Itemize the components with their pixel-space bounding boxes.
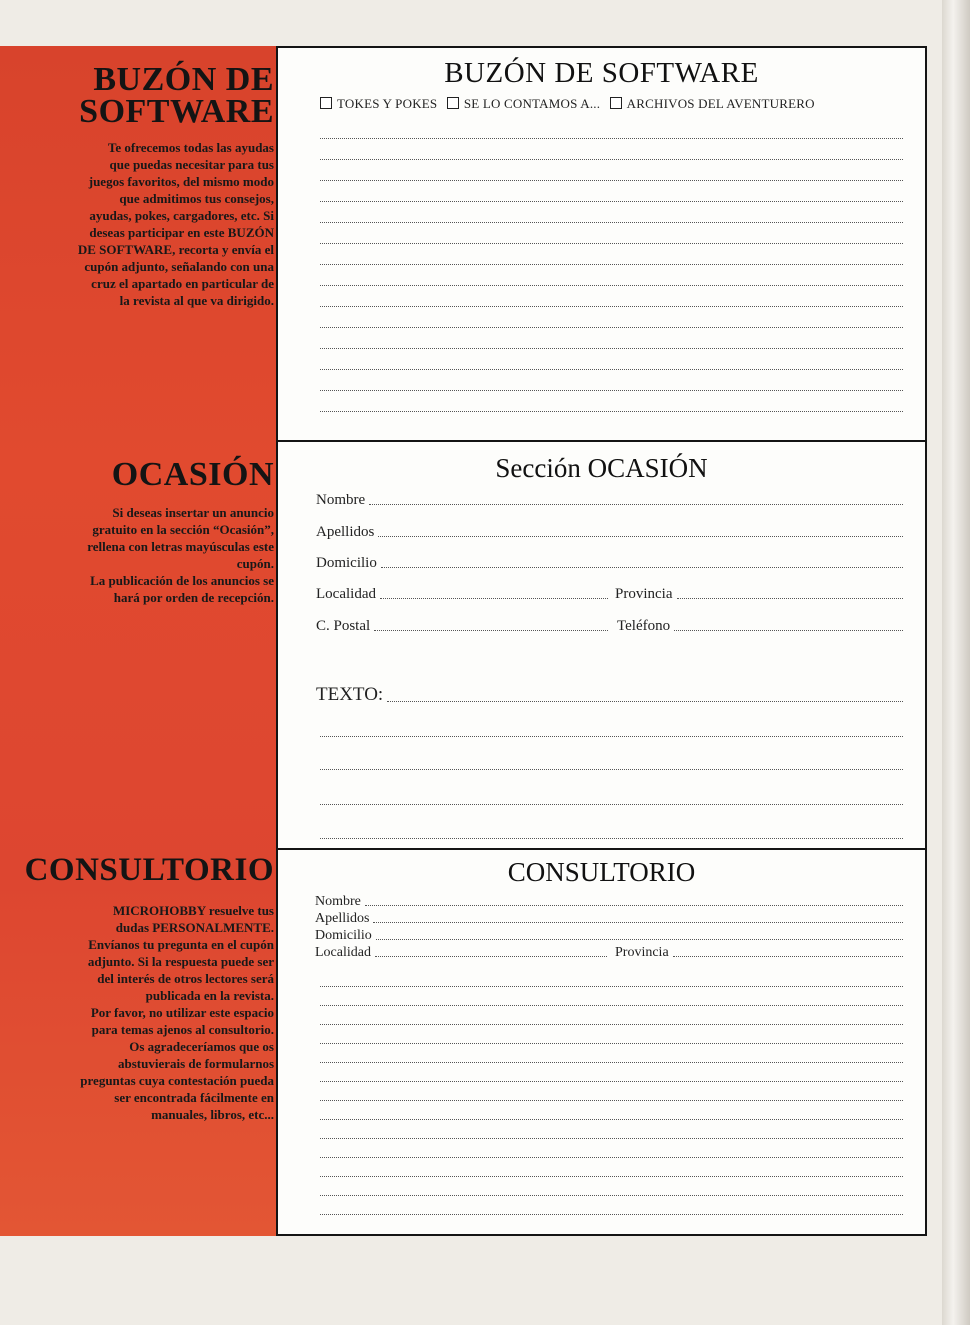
- localidad-label: Localidad: [316, 586, 376, 602]
- write-line[interactable]: [320, 1176, 903, 1177]
- write-line[interactable]: [374, 630, 608, 631]
- consultorio-side-line: MICROHOBBY resuelve tus: [112, 903, 274, 918]
- consultorio-side-line: Os agradeceríamos que os: [129, 1039, 274, 1054]
- write-line[interactable]: [674, 630, 903, 631]
- write-line[interactable]: [375, 956, 607, 957]
- provincia-label: Provincia: [615, 586, 673, 602]
- write-line[interactable]: [320, 1157, 903, 1158]
- write-line[interactable]: [376, 939, 903, 940]
- consultorio-side-line: publicada en la revista.: [145, 988, 274, 1003]
- option-tokes-y-pokes[interactable]: [320, 96, 437, 112]
- write-line[interactable]: [320, 390, 903, 391]
- consultorio-side-line: preguntas cuya contestación pueda: [80, 1073, 274, 1088]
- domicilio-field[interactable]: [315, 928, 903, 944]
- page-edge: [942, 0, 970, 1325]
- write-line[interactable]: [320, 1119, 903, 1120]
- c-postal-field[interactable]: [316, 618, 608, 635]
- write-line[interactable]: [320, 369, 903, 370]
- buzon-side-line: DE SOFTWARE, recorta y envía el: [77, 242, 274, 257]
- buzon-side-heading-line-2: SOFTWARE: [79, 93, 274, 130]
- buzon-side-heading: [79, 61, 274, 130]
- ocasion-side-heading: OCASIÓN: [111, 456, 274, 493]
- provincia-field[interactable]: [615, 945, 903, 961]
- write-line[interactable]: [387, 701, 903, 702]
- option-archivos-aventurero[interactable]: [610, 96, 815, 112]
- consultorio-side-line: del interés de otros lectores será: [97, 971, 274, 986]
- write-line[interactable]: [320, 1043, 903, 1044]
- option-label: ARCHIVOS DEL AVENTURERO: [626, 96, 815, 111]
- write-line[interactable]: [673, 956, 903, 957]
- domicilio-label: Domicilio: [316, 555, 377, 571]
- write-line[interactable]: [320, 1214, 903, 1215]
- buzon-side-line: que admitimos tus consejos,: [119, 191, 274, 206]
- consultorio-side-line: Envíanos tu pregunta en el cupón: [88, 937, 274, 952]
- consultorio-side-line: adjunto. Si la respuesta puede ser: [87, 954, 274, 969]
- buzon-side-line: ayudas, pokes, cargadores, etc. Si: [89, 208, 274, 223]
- write-line[interactable]: [320, 159, 903, 160]
- buzon-form: [276, 46, 927, 442]
- nombre-label: Nombre: [316, 492, 366, 508]
- write-line[interactable]: [320, 736, 903, 737]
- telefono-label: Teléfono: [617, 618, 671, 634]
- ocasion-form: [276, 440, 927, 850]
- ocasion-side-line: La publicación de los anuncios se: [90, 573, 274, 588]
- apellidos-field[interactable]: [315, 911, 903, 927]
- write-line[interactable]: [320, 1195, 903, 1196]
- texto-field[interactable]: [316, 684, 903, 706]
- write-line[interactable]: [320, 1024, 903, 1025]
- buzon-option-row: [320, 96, 915, 112]
- write-line[interactable]: [320, 138, 903, 139]
- write-line[interactable]: [320, 306, 903, 307]
- buzon-side-line: juegos favoritos, del mismo modo: [88, 174, 274, 189]
- nombre-field[interactable]: [316, 492, 903, 509]
- ocasion-side-text: [87, 504, 274, 606]
- domicilio-label: Domicilio: [315, 928, 372, 943]
- option-label: TOKES Y POKES: [337, 96, 438, 111]
- buzon-side-heading-line-1: BUZÓN DE: [93, 61, 274, 98]
- write-line[interactable]: [320, 327, 903, 328]
- buzon-side-line: cupón adjunto, señalando con una: [84, 259, 274, 274]
- write-line[interactable]: [365, 905, 903, 906]
- nombre-label: Nombre: [315, 894, 361, 909]
- consultorio-side-line: ser encontrada fácilmente en: [114, 1090, 274, 1105]
- apellidos-label: Apellidos: [315, 911, 370, 926]
- write-line[interactable]: [381, 567, 903, 568]
- write-line[interactable]: [320, 201, 903, 202]
- write-line[interactable]: [320, 285, 903, 286]
- write-line[interactable]: [320, 243, 903, 244]
- localidad-field[interactable]: [315, 945, 607, 961]
- write-line[interactable]: [677, 598, 904, 599]
- write-line[interactable]: [320, 180, 903, 181]
- apellidos-field[interactable]: [316, 524, 903, 541]
- buzon-side-line: Te ofrecemos todas las ayudas: [107, 140, 274, 155]
- option-se-lo-contamos[interactable]: [447, 96, 600, 112]
- provincia-label: Provincia: [615, 945, 669, 960]
- buzon-side-text: [78, 139, 274, 309]
- buzon-form-title: BUZÓN DE SOFTWARE: [444, 57, 759, 89]
- write-line[interactable]: [320, 838, 903, 839]
- ocasion-side-line: Si deseas insertar un anuncio: [112, 505, 274, 520]
- option-label: SE LO CONTAMOS A...: [463, 96, 601, 111]
- checkbox[interactable]: [447, 97, 459, 109]
- write-line[interactable]: [320, 264, 903, 265]
- consultorio-side-line: para temas ajenos al consultorio.: [91, 1022, 274, 1037]
- texto-label: TEXTO:: [316, 684, 384, 705]
- localidad-field[interactable]: [316, 586, 608, 603]
- domicilio-field[interactable]: [316, 555, 903, 572]
- localidad-label: Localidad: [315, 945, 371, 960]
- consultorio-form-title: CONSULTORIO: [507, 857, 696, 887]
- write-line[interactable]: [320, 1062, 903, 1063]
- write-line[interactable]: [320, 222, 903, 223]
- apellidos-label: Apellidos: [316, 524, 375, 540]
- consultorio-side-text: [80, 902, 274, 1123]
- checkbox[interactable]: [610, 97, 622, 109]
- consultorio-side-line: dudas PERSONALMENTE.: [115, 920, 274, 935]
- telefono-field[interactable]: [617, 618, 903, 635]
- write-line[interactable]: [320, 1138, 903, 1139]
- buzon-side-line: cruz el apartado en particular de: [91, 276, 274, 291]
- checkbox[interactable]: [320, 97, 332, 109]
- write-line[interactable]: [373, 922, 903, 923]
- ocasion-form-title: Sección OCASIÓN: [495, 453, 708, 483]
- ocasion-side-line: cupón.: [236, 556, 274, 571]
- write-line[interactable]: [320, 1100, 903, 1101]
- write-line[interactable]: [320, 348, 903, 349]
- ocasion-side-line: rellena con letras mayúsculas este: [87, 539, 274, 554]
- consultorio-side-heading: CONSULTORIO: [24, 852, 274, 888]
- c-postal-label: C. Postal: [316, 618, 371, 634]
- write-line[interactable]: [380, 598, 608, 599]
- consultorio-form: [276, 848, 927, 1236]
- provincia-field[interactable]: [615, 586, 903, 603]
- consultorio-side-line: manuales, libros, etc...: [151, 1107, 274, 1122]
- nombre-field[interactable]: [315, 894, 903, 910]
- write-line[interactable]: [378, 536, 903, 537]
- consultorio-side-line: abstuvierais de formularnos: [118, 1056, 274, 1071]
- write-line[interactable]: [320, 1081, 903, 1082]
- write-line[interactable]: [320, 986, 903, 987]
- write-line[interactable]: [320, 411, 903, 412]
- buzon-side-line: la revista al que va dirigido.: [119, 293, 274, 308]
- write-line[interactable]: [320, 1005, 903, 1006]
- write-line[interactable]: [320, 769, 903, 770]
- ocasion-side-line: hará por orden de recepción.: [113, 590, 274, 605]
- write-line[interactable]: [320, 804, 903, 805]
- ocasion-side-line: gratuito en la sección “Ocasión”,: [92, 522, 274, 537]
- write-line[interactable]: [369, 504, 903, 505]
- buzon-side-line: deseas participar en este BUZÓN: [89, 225, 274, 240]
- buzon-side-line: que puedas necesitar para tus: [109, 157, 274, 172]
- consultorio-side-line: Por favor, no utilizar este espacio: [90, 1005, 274, 1020]
